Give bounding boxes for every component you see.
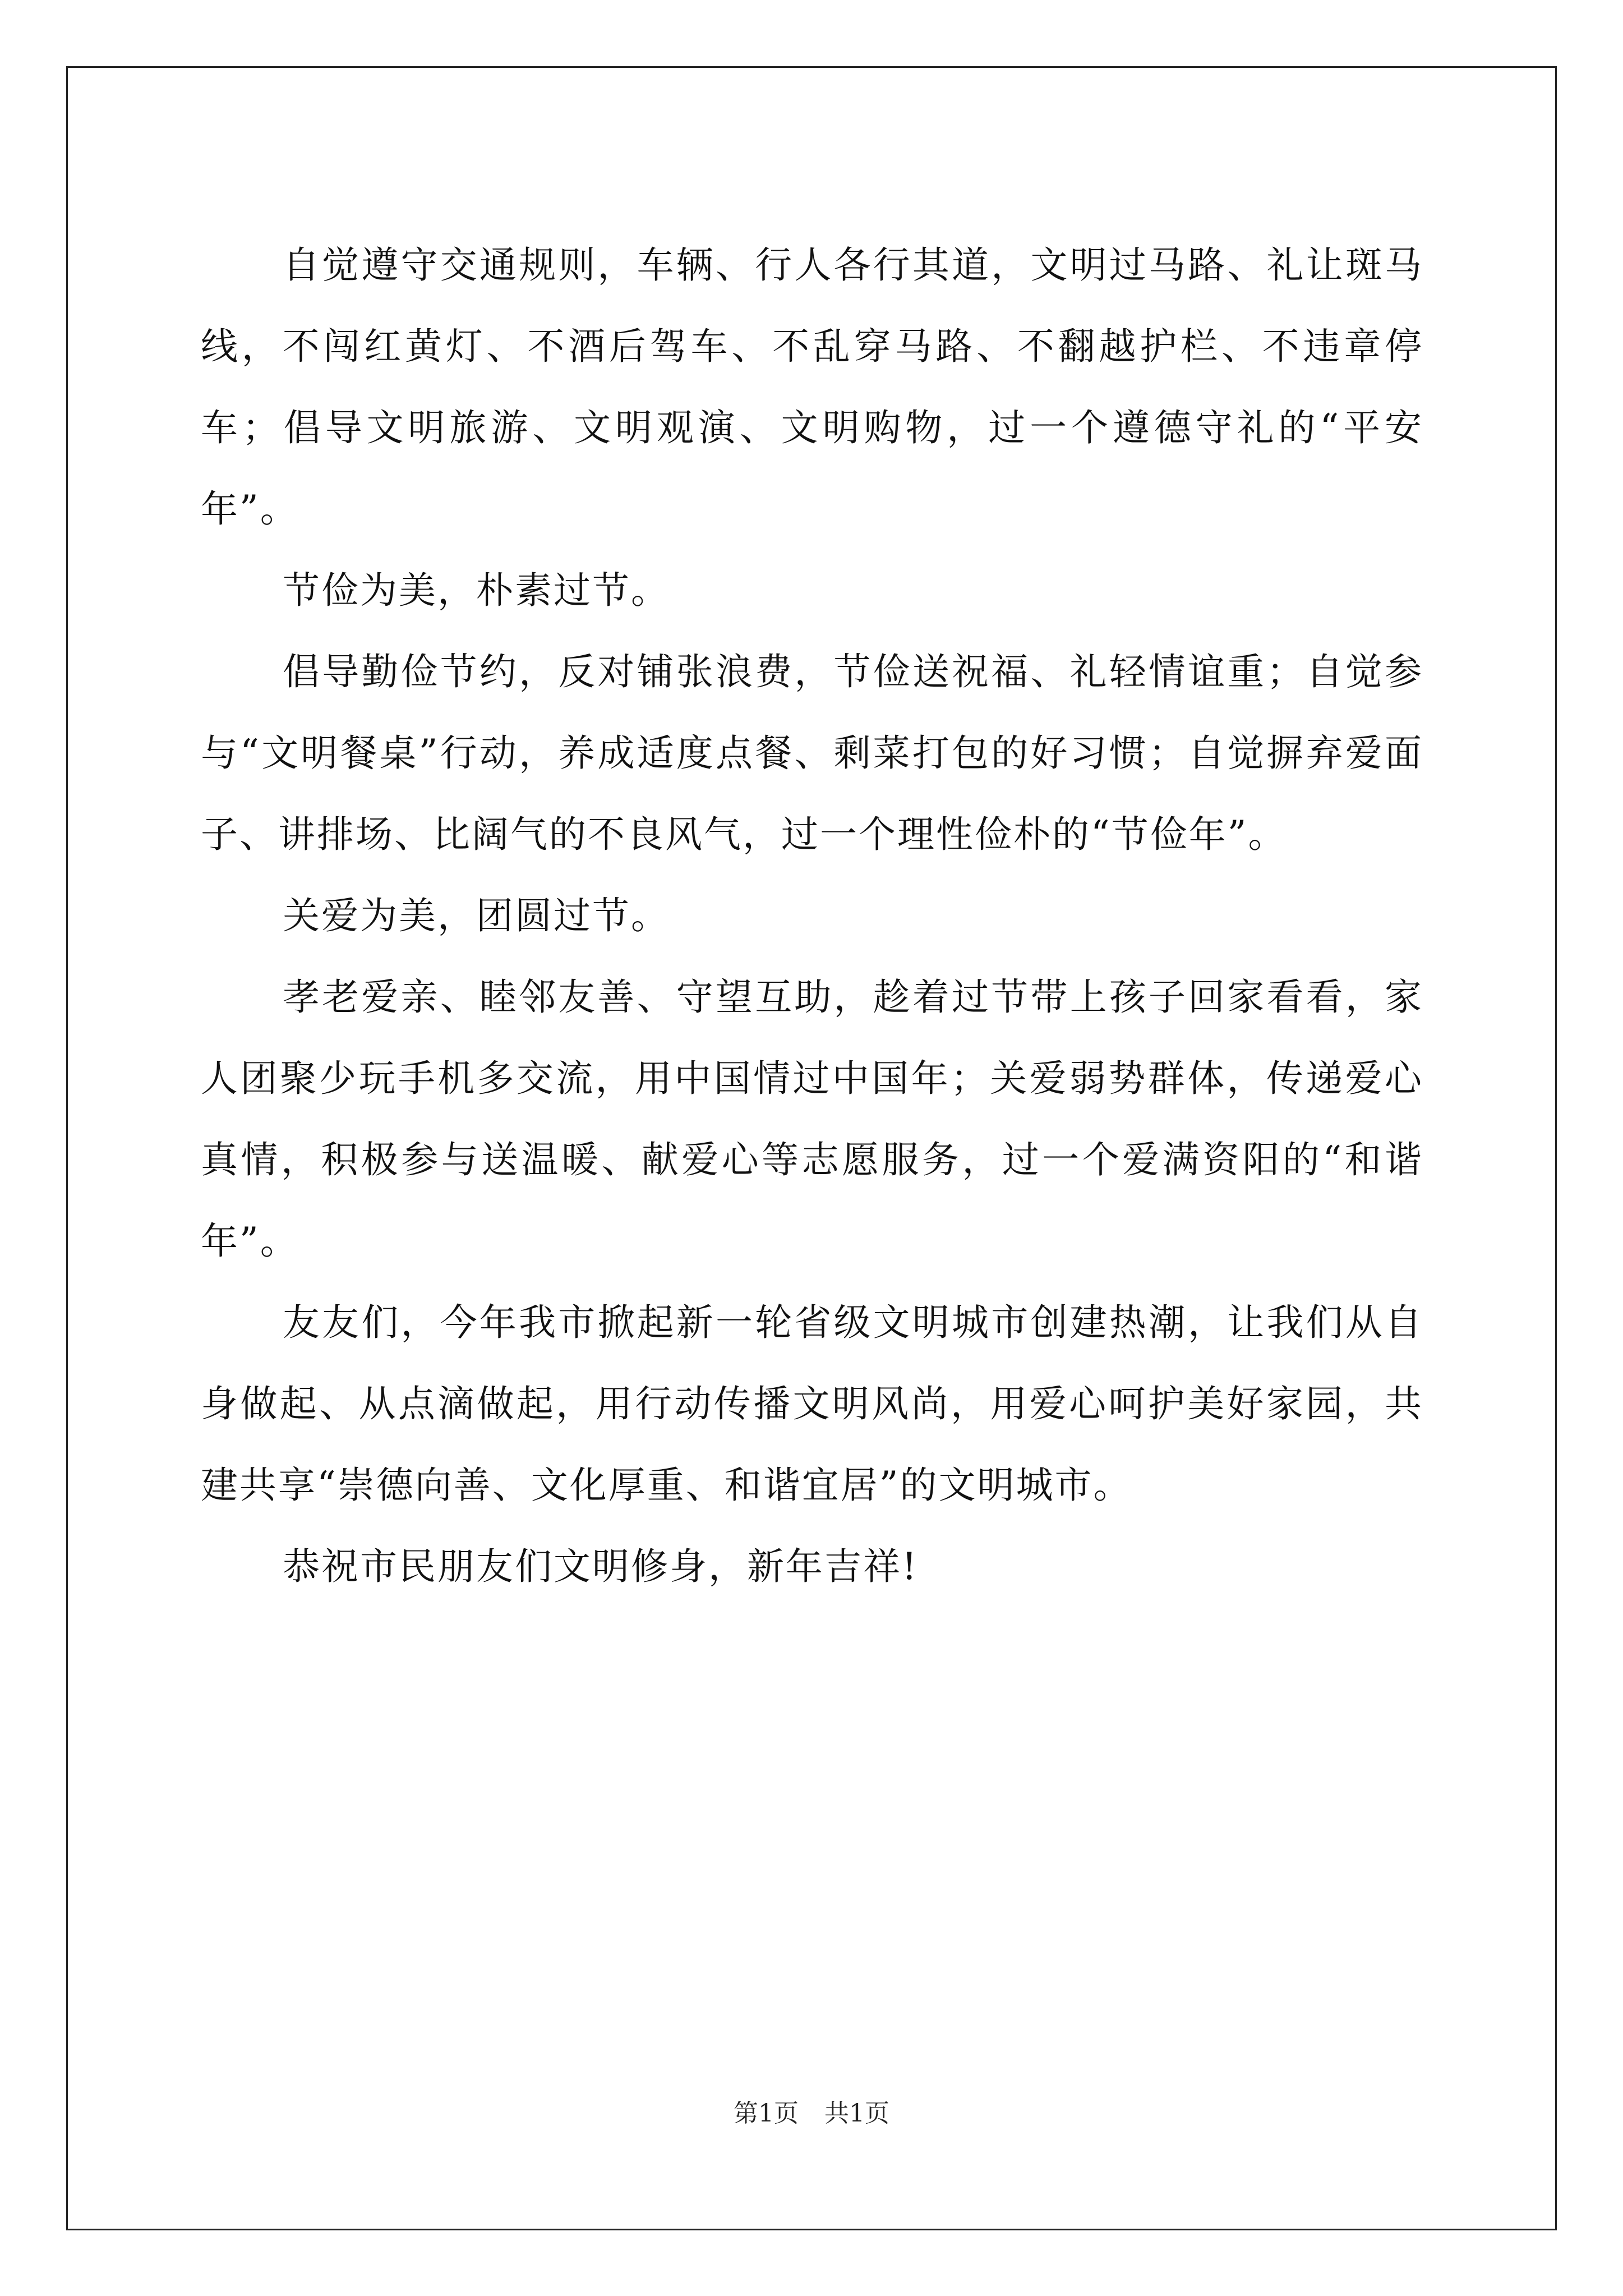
paragraph-care: 孝老爱亲、睦邻友善、守望互助，趁着过节带上孩子回家看看，家人团聚少玩手机多交流，用中国情过中国年；关爱弱势群体，传递爱心真情，积极参与送温暖、献爱心等志愿服务，过一个爱满资阳的“和谐年”。 — [201, 976, 1423, 1263]
document-body — [201, 224, 1423, 1607]
page-footer — [0, 2097, 1623, 2131]
paragraph-thrift: 倡导勤俭节约，反对铺张浪费，节俭送祝福、礼轻情谊重；自觉参与“文明餐桌”行动，养成适度点餐、剩菜打包的好习惯；自觉摒弃爱面子、讲排场、比阔气的不良风气，过一个理性俭朴的“节俭年”。 — [201, 650, 1423, 856]
page-total: 共1页 — [824, 2099, 889, 2128]
page-number: 第1页 — [734, 2099, 799, 2128]
paragraph-greeting: 恭祝市民朋友们文明修身，新年吉祥! — [283, 1545, 919, 1588]
paragraph-traffic: 自觉遵守交通规则，车辆、行人各行其道，文明过马路、礼让斑马线，不闯红黄灯、不酒后驾车、不乱穿马路、不翻越护栏、不违章停车；倡导文明旅游、文明观演、文明购物，过一个遵德守礼的“平安年”。 — [201, 243, 1423, 531]
paragraph-thrift-heading: 节俭为美，朴素过节。 — [283, 569, 670, 612]
paragraph-city: 友友们，今年我市掀起新一轮省级文明城市创建热潮，让我们从自身做起、从点滴做起，用行动传播文明风尚，用爱心呵护美好家园，共建共享“崇德向善、文化厚重、和谐宜居”的文明城市。 — [201, 1301, 1423, 1507]
paragraph-care-heading: 关爱为美，团圆过节。 — [283, 894, 670, 937]
